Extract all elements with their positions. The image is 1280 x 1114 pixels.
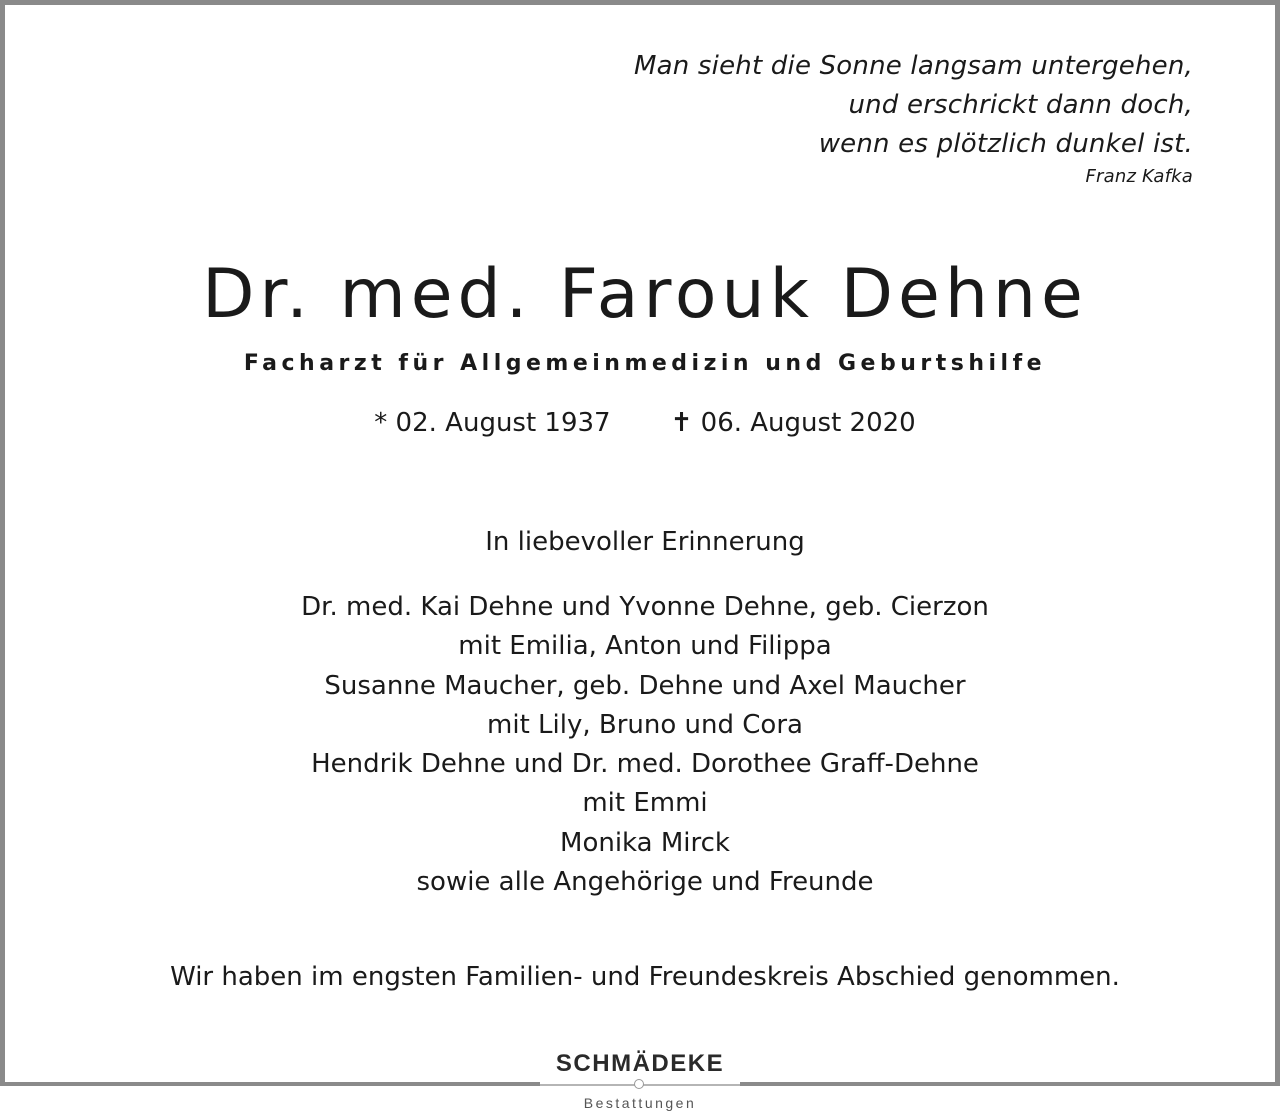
funeral-home-logo xyxy=(540,1046,740,1114)
deceased-profession: Facharzt für Allgemeinmedizin und Geburtshilfe xyxy=(243,351,1047,376)
logo-ring-icon xyxy=(634,1079,644,1089)
family-line: mit Emilia, Anton und Filippa xyxy=(458,631,832,662)
quote-line: und erschrickt dann doch, xyxy=(848,90,1193,120)
family-line: Susanne Maucher, geb. Dehne und Axel Maucher xyxy=(324,670,966,701)
family-line: Monika Mirck xyxy=(560,827,730,858)
family-line: mit Emmi xyxy=(582,788,708,819)
logo-subtitle: Bestattungen xyxy=(583,1095,697,1111)
memory-line: In liebevoller Erinnerung xyxy=(485,527,805,557)
family-line: sowie alle Angehörige und Freunde xyxy=(416,867,874,898)
quote-author: Franz Kafka xyxy=(1085,166,1193,187)
quote-line: Man sieht die Sonne langsam untergehen, xyxy=(634,51,1193,81)
farewell-text: Wir haben im engsten Familien- und Freundeskreis Abschied genommen. xyxy=(170,962,1120,992)
quote-line: wenn es plötzlich dunkel ist. xyxy=(818,129,1193,159)
logo-brand: SCHMÄDEKE xyxy=(555,1050,725,1077)
family-line: Dr. med. Kai Dehne und Yvonne Dehne, geb. Cierzon xyxy=(301,592,989,622)
death-date: ✝ 06. August 2020 xyxy=(670,408,916,438)
deceased-name: Dr. med. Farouk Dehne xyxy=(202,255,1088,334)
family-line: Hendrik Dehne und Dr. med. Dorothee Graff-Dehne xyxy=(311,749,979,780)
family-line: mit Lily, Bruno und Cora xyxy=(487,709,803,740)
quote-block xyxy=(634,47,1193,190)
birth-date: * 02. August 1937 xyxy=(374,408,611,438)
family-list xyxy=(5,588,1280,902)
life-dates xyxy=(5,405,1280,441)
